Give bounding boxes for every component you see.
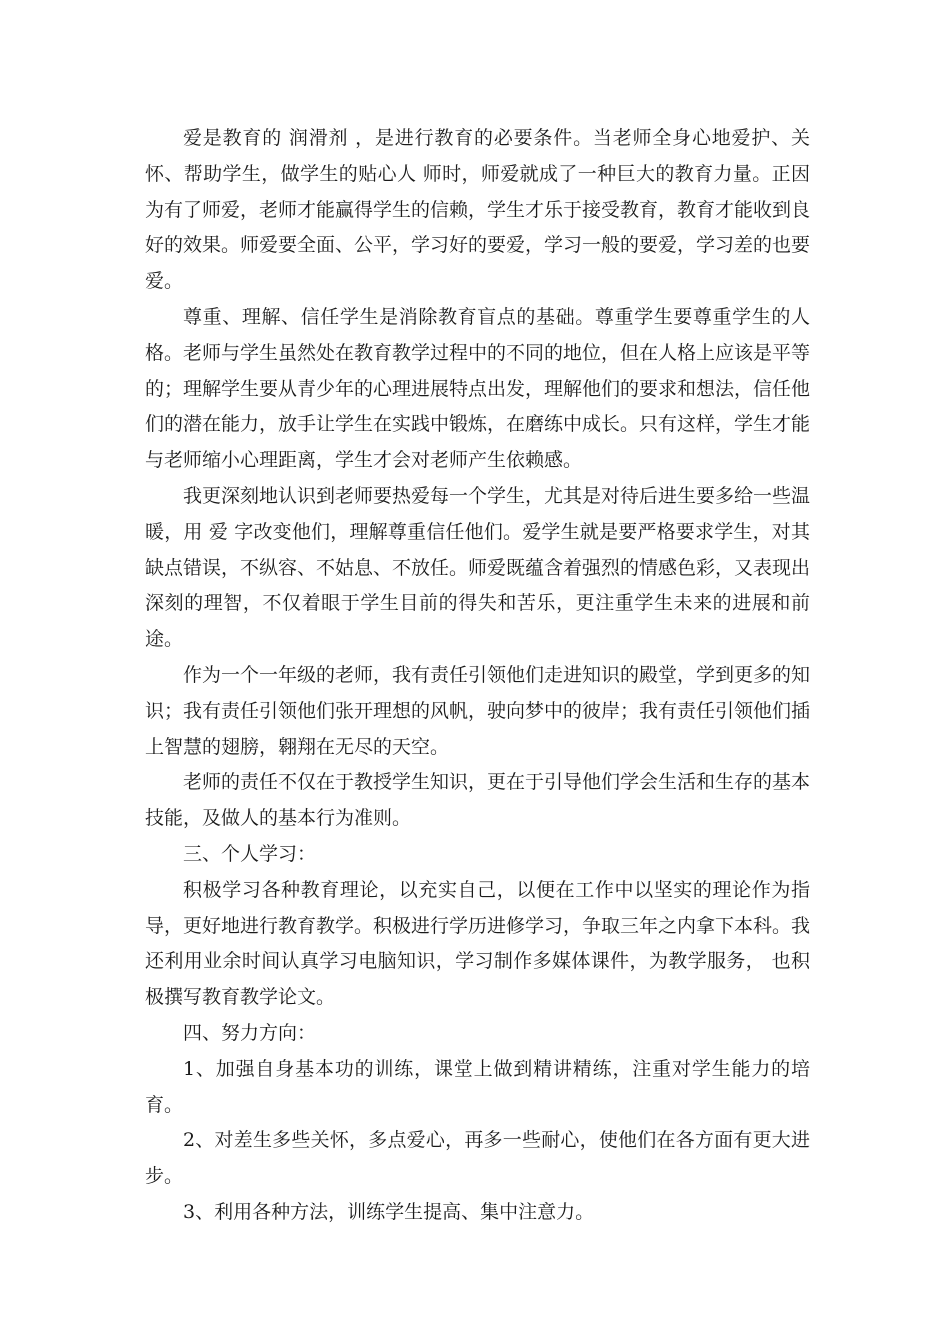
list-item-struggling-students: 2、对差生多些关怀，多点爱心，再多一些耐心，使他们在各方面有更大进步。 [145,1129,810,1188]
paragraph-respect-students: 尊重、理解、信任学生是消除教育盲点的基础。尊重学生要尊重学生的人格。老师与学生虽然处在教育教学过程中的不同的地位，但在人格上应该是平等的；理解学生要从青少年的心理进展特点出发，理解他们的要求和想法，信任他们的潜在能力，放手让学生在实践中锻炼，在磨练中成长。只有这样，学生才能与老师缩小心理距离，学生才会对老师产生依赖感。 [145,305,811,472]
document-body [145,121,810,1231]
paragraph-teacher-love: 爱是教育的 润滑剂 ，是进行教育的必要条件。当老师全身心地爱护、关怀、帮助学生，做学生的贴心人 师时，师爱就成了一种巨大的教育力量。正因为有了师爱，老师才能赢得学生的信赖，学生才乐于接受教育，教育才能收到良好的效果。师爱要全面、公平，学习好的要爱，学习一般的要爱，学习差的也要爱。 [145,127,811,293]
paragraph-love-every-student: 我更深刻地认识到老师要热爱每一个学生，尤其是对待后进生要多给一些温暖，用 爱 字改变他们，理解尊重信任他们。爱学生就是要严格要求学生，对其缺点错误，不纵容、不姑息、不放任。师爱既蕴含着强烈的情感色彩，又表现出深刻的理智，不仅着眼于学生目前的得失和苦乐，更注重学生未来的进展和前途。 [145,484,811,651]
section-heading-improvement-direction: 四、努力方向： [183,1021,317,1044]
paragraph-first-grade-responsibility: 作为一个一年级的老师，我有责任引领他们走进知识的殿堂，学到更多的知识；我有责任引领他们张开理想的风帆，驶向梦中的彼岸；我有责任引领他们插上智慧的翅膀，翱翔在无尽的天空。 [145,663,811,758]
paragraph-personal-study: 积极学习各种教育理论，以充实自己，以便在工作中以坚实的理论作为指导，更好地进行教育教学。积极进行学历进修学习，争取三年之内拿下本科。我还利用业余时间认真学习电脑知识，学习制作多媒体课件，为教学服务， 也积极撰写教育教学论文。 [145,878,811,1009]
section-heading-personal-study: 三、个人学习： [183,842,317,865]
paragraph-teacher-duty: 老师的责任不仅在于教授学生知识，更在于引导他们学会生活和生存的基本技能，及做人的基本行为准则。 [145,771,811,830]
list-item-attention-training: 3、利用各种方法，训练学生提高、集中注意力。 [183,1200,595,1223]
list-item-basic-skills: 1、加强自身基本功的训练，课堂上做到精讲精练，注重对学生能力的培育。 [145,1057,810,1116]
